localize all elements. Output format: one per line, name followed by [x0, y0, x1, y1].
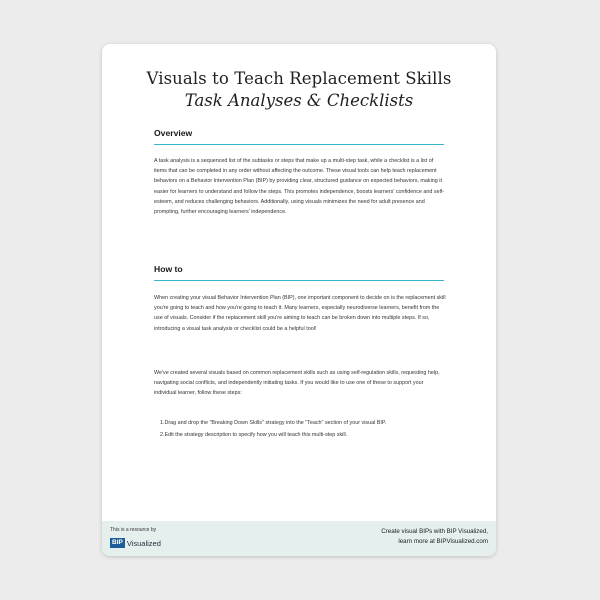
overview-paragraph: A task analysis is a sequenced list of the subtasks or steps that make up a multi-step task, while a checklist is a list of items that can be completed in any order without affecting the outcome. These visual tools can help teach replacement behaviors on a Behavior Intervention Plan (BIP) by providing clear, structured guidance on expected behaviors, making it easier for learners to understand and follow the steps. This promotes independence, boosts learners' confidence and self-esteem, and reduces challenging behaviors. Additionally, using visuals minimizes the need for adult presence and prompting, further encouraging learners' independence.: [154, 158, 445, 216]
step-item-2: 2.Edit the strategy description to specify how you will teach this multi-step skill.: [160, 432, 348, 438]
document-title-block: [102, 68, 496, 112]
document-title: Visuals to Teach Replacement Skills: [146, 69, 452, 88]
bip-visualized-logo: [110, 538, 161, 548]
how-to-heading: How to: [154, 264, 444, 281]
overview-heading: Overview: [154, 128, 444, 145]
footer-banner: [102, 521, 496, 556]
resource-label: This is a resource by: [110, 527, 157, 533]
cta-line-1: Create visual BIPs with BIP Visualized,: [381, 528, 488, 535]
logo-mark: BIP: [112, 539, 123, 546]
document-subtitle: Task Analyses & Checklists: [184, 91, 414, 110]
how-to-paragraph-1: When creating your visual Behavior Intervention Plan (BIP), one important component to decide on is the replacement skill you're going to teach and how you're going to teach it. Many learners, especially neurodiverse learners, benefit from the use of visuals. Consider if the replacement skill you're aiming to teach can be broken down into multiple steps. If so, introducing a visual task analysis or checklist could be a helpful tool!: [154, 295, 446, 332]
cta-line-2: learn more at BIPVisualized.com: [398, 538, 488, 545]
logo-wordmark: Visualized: [126, 538, 161, 548]
footer-cta: [358, 527, 488, 547]
step-item-1: 1.Drag and drop the "Breaking Down Skills" strategy into the "Teach" section of your visual BIP.: [160, 420, 387, 426]
document-page: [102, 44, 496, 556]
how-to-paragraph-2: We've created several visuals based on common replacement skills such as using self-regulation skills, requesting help, navigating social conflicts, and independently initiating tasks. If you would like to use one of these to support your individual learner, follow these steps:: [154, 370, 440, 397]
steps-list: [160, 417, 440, 441]
